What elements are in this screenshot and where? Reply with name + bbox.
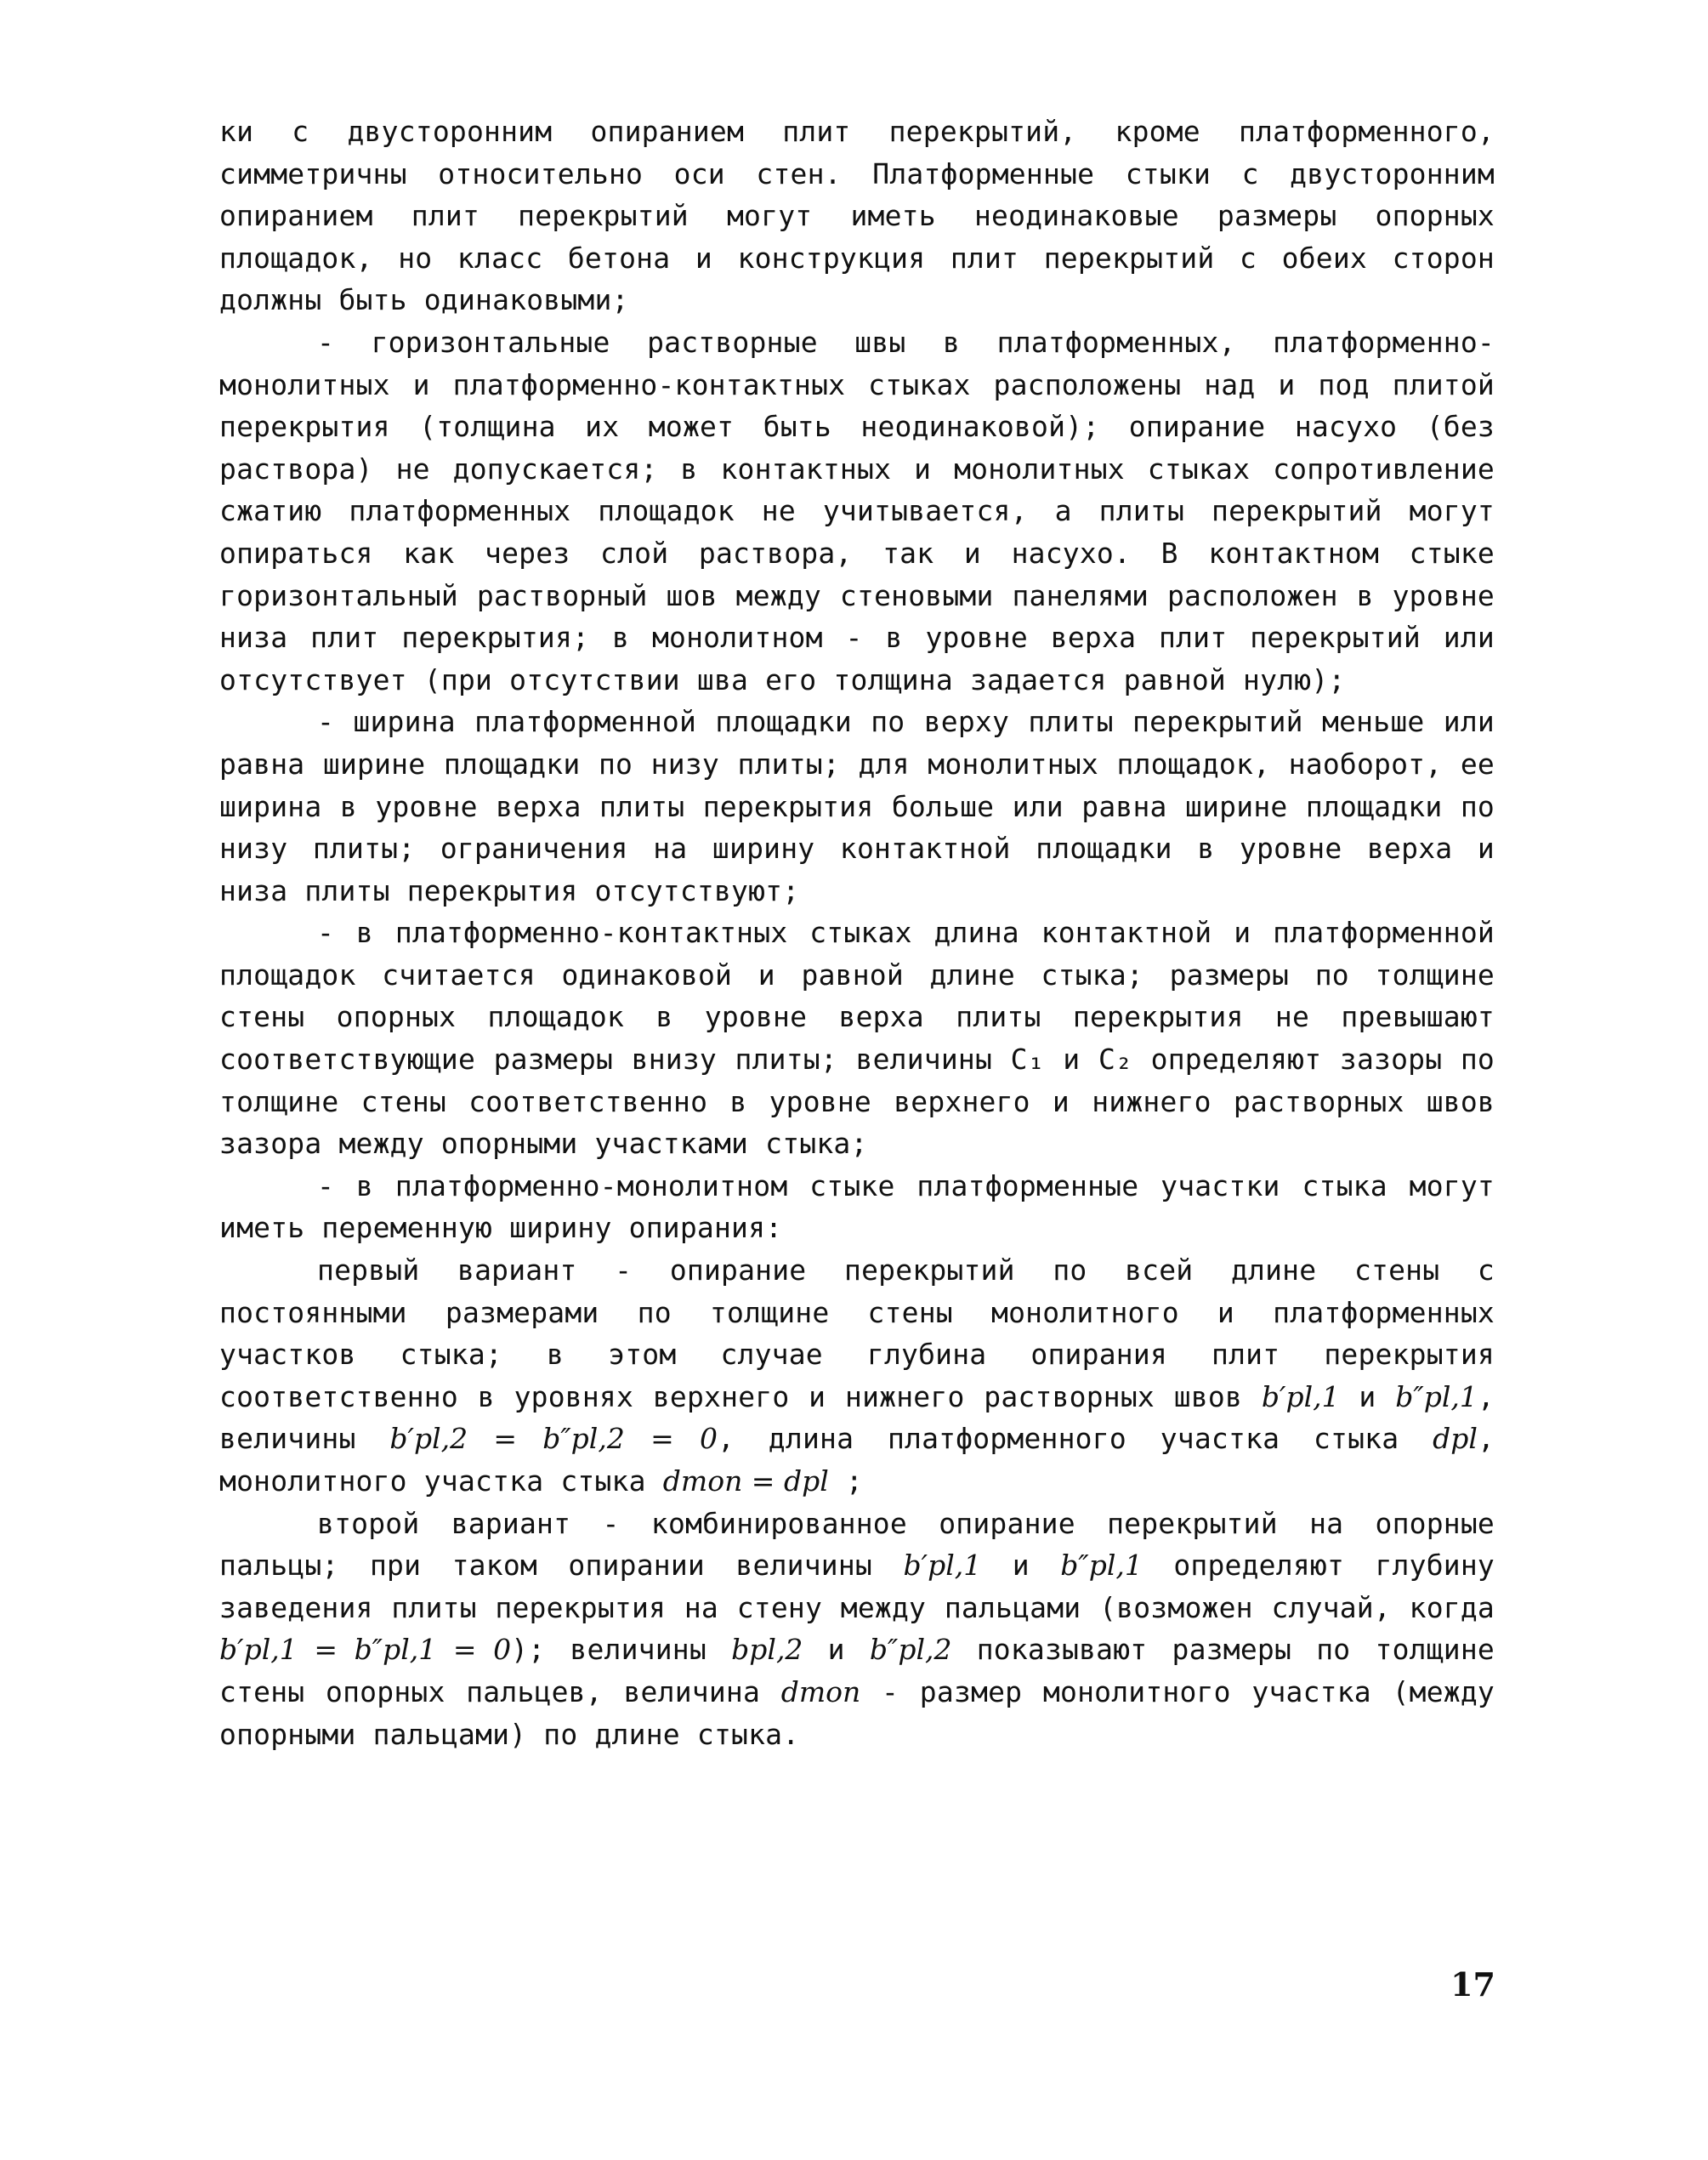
paragraph-5: - в платформенно-монолитном стыке платформенные участки стыка могут иметь переменную ширину опирания:: [219, 1168, 1495, 1245]
formula-dmon-equals-dpl: dmon = dpl: [662, 1464, 829, 1498]
variant1-mid2: , длина платформенного участка стыка: [717, 1422, 1399, 1456]
paragraph-2: - горизонтальные растворные швы в платформенных, платформенно-монолитных и платформенно-контактных стыках расположены над и под плитой перекрытия (толщина их может быть неодинаковой); опирание насухо (без раствора) не допускается; в контактных и монолитных стыках сопротивление сжатию платформенных площадок не учитывается, а плиты перекрытий могут опираться как через слой раствора, так и насухо. В контактном стыке горизонтальный растворный шов между стеновыми панелями расположен в уровне низа плит перекрытия; в монолитном - в уровне верха плит перекрытий или отсутствует (при отсутствии шва его толщина задается равной нулю);: [219, 325, 1495, 696]
formula-bpl1-zero: b′pl,1 = b″pl,1 = 0: [219, 1633, 512, 1667]
page-number: 17: [1450, 1965, 1495, 2004]
formula-bpl2-double-prime: b″pl,2: [869, 1633, 952, 1667]
variant1-end: ;: [845, 1464, 863, 1498]
formula-bpl1-prime: b′pl,1: [903, 1549, 982, 1583]
formula-bpl2: bpl,2: [731, 1633, 803, 1667]
body-text: [219, 111, 1495, 1755]
paragraph-variant-1: [219, 1249, 1495, 1503]
variant1-lead: первый вариант - опирание перекрытий по всей длине стены с постоянными размерами по толщине стены монолитного и платформенных участков стыка; в этом случае глубина опирания плит перекрытия соответственно в уровнях верхнего и нижнего растворных швов: [219, 1253, 1495, 1413]
variant1-mid3: , монолитного участка стыка: [219, 1422, 1495, 1498]
formula-bpl1-double-prime: b″pl,1: [1060, 1549, 1143, 1583]
formula-bpl1-prime: b′pl,1: [1261, 1379, 1340, 1413]
formula-bpl1-double-prime: b″pl,1: [1395, 1379, 1478, 1413]
variant2-mid2: ); величины: [511, 1633, 706, 1667]
variant2-lead: второй вариант - комбинированное опирание перекрытий на опорные пальцы; при таком опирании величины: [219, 1506, 1495, 1583]
variant2-and2: и: [827, 1633, 845, 1667]
paragraph-variant-2: [219, 1503, 1495, 1756]
formula-dmon: dmon: [780, 1674, 861, 1708]
variant1-mid1: , величины: [219, 1379, 1495, 1456]
formula-bpl2-zero: b′pl,2 = b″pl,2 = 0: [389, 1422, 718, 1456]
variant2-and1: и: [1012, 1549, 1030, 1583]
paragraph-1: ки с двусторонним опиранием плит перекрытий, кроме платформенного, симметричны относительно оси стен. Платформенные стыки с двусторонним опиранием плит перекрытий могут иметь неодинаковые размеры опорных площадок, но класс бетона и конструкция плит перекрытий с обеих сторон должны быть одинаковыми;: [219, 115, 1495, 317]
formula-dpl: dpl: [1433, 1422, 1478, 1456]
variant2-end: - размер монолитного участка (между опорными пальцами) по длине стыка.: [219, 1674, 1495, 1751]
variant2-mid1: определяют глубину заведения плиты перекрытия на стену между пальцами (возможен случай, когда: [219, 1549, 1495, 1624]
paragraph-4: - в платформенно-контактных стыках длина контактной и платформенной площадок считается одинаковой и равной длине стыка; размеры по толщине стены опорных площадок в уровне верха плиты перекрытия не превышают соответствующие размеры внизу плиты; величины C₁ и C₂ определяют зазоры по толщине стены соответственно в уровне верхнего и нижнего растворных швов зазора между опорными участками стыка;: [219, 916, 1495, 1161]
variant1-and: и: [1359, 1379, 1376, 1413]
variant2-mid3: показывают размеры по толщине стены опорных пальцев, величина: [219, 1633, 1495, 1708]
paragraph-3: - ширина платформенной площадки по верху плиты перекрытий меньше или равна ширине площадки по низу плиты; для монолитных площадок, наоборот, ее ширина в уровне верха плиты перекрытия больше или равна ширине площадки по низу плиты; ограничения на ширину контактной площадки в уровне верха и низа плиты перекрытия отсутствуют;: [219, 705, 1495, 907]
